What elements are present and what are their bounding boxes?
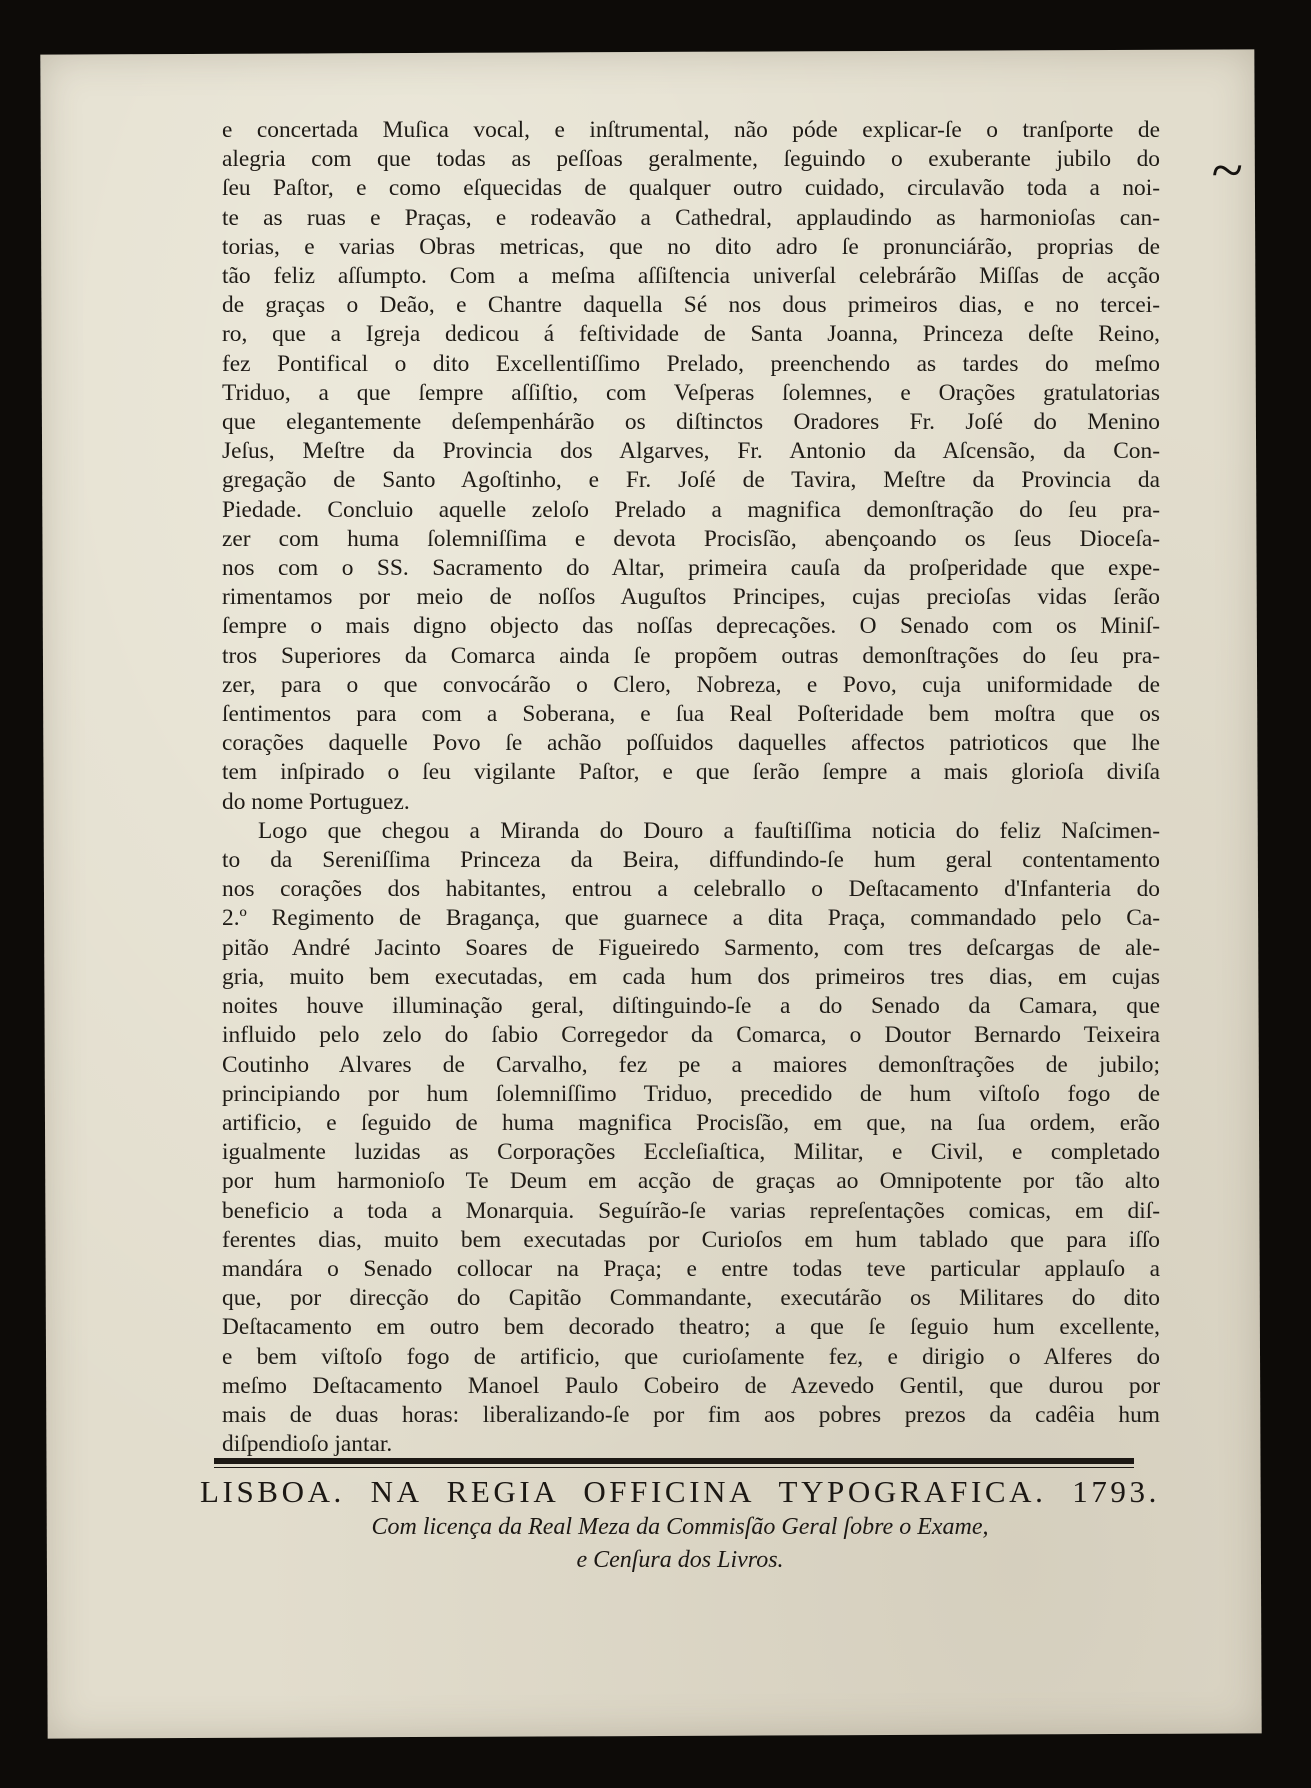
body-line: influido pelo zelo do ſabio Corregedor da Comarca, o Doutor Bernardo Teixeira — [222, 1022, 1160, 1049]
body-line: que elegantemente deſempenhárão os diſtinctos Oradores Fr. Joſé do Menino — [222, 409, 1160, 436]
body-line: noites houve illuminação geral, diſtinguindo-ſe a do Senado da Camara, que — [222, 993, 1160, 1020]
imprint — [200, 1474, 1160, 1576]
imprint-license-line: Com licença da Real Meza da Commisſão Geral ſobre o Exame, — [371, 1514, 989, 1540]
body-line: ſentimentos para com a Soberana, e ſua Real Poſteridade bem moſtra que os — [222, 701, 1160, 728]
body-line: principiando por hum ſolemniſſimo Triduo, precedido de hum viſtoſo fogo de — [222, 1080, 1160, 1107]
body-line: de graças o Deão, e Chantre daquella Sé nos dous primeiros dias, e no tercei- — [222, 292, 1160, 319]
body-line: Triduo, a que ſempre aſſiſtio, com Veſperas ſolemnes, e Orações gratulatorias — [222, 379, 1160, 406]
body-line: Coutinho Alvares de Carvalho, fez pe a maiores demonſtrações de jubilo; — [222, 1051, 1160, 1078]
body-line: gria, muito bem executadas, em cada hum dos primeiros tres dias, em cujas — [222, 963, 1160, 990]
body-line: artificio, e ſeguido de huma magnifica Procisſão, em que, na ſua ordem, erão — [222, 1109, 1160, 1136]
body-line: zer com huma ſolemniſſima e devota Procisſão, abençoando os ſeus Dioceſa- — [222, 525, 1160, 552]
body-line: ſempre o mais digno objecto das noſſas deprecações. O Senado com os Miniſ- — [222, 613, 1160, 640]
body-line: ferentes dias, muito bem executadas por Curioſos em hum tablado que para iſſo — [222, 1226, 1160, 1253]
body-line: que, por direcção do Capitão Commandante, executárão os Militares do dito — [222, 1285, 1160, 1312]
body-line: Jeſus, Meſtre da Provincia dos Algarves, Fr. Antonio da Aſcensão, da Con- — [222, 438, 1160, 465]
body-line: alegria com que todas as peſſoas geralmente, ſeguindo o exuberante jubilo do — [222, 146, 1160, 173]
body-line: pitão André Jacinto Soares de Figueiredo Sarmento, com tres deſcargas de ale- — [222, 934, 1160, 961]
body-line: 2.º Regimento de Bragança, que guarnece a dita Praça, commandado pelo Ca- — [222, 905, 1160, 932]
body-line: do nome Portuguez. — [222, 788, 410, 815]
body-line: te as ruas e Praças, e rodeavão a Cathedral, applaudindo as harmonioſas can- — [222, 204, 1160, 231]
body-line: nos com o SS. Sacramento do Altar, primeira cauſa da proſperidade que expe- — [222, 555, 1160, 582]
body-line: diſpendioſo jantar. — [222, 1431, 393, 1458]
imprint-title: LISBOA. NA REGIA OFFICINA TYPOGRAFICA. 1793. — [200, 1474, 1160, 1509]
body-line: zer, para o que convocárão o Clero, Nobreza, e Povo, cuja uniformidade de — [222, 671, 1160, 698]
body-line: corações daquelle Povo ſe achão poſſuidos daquelles affectos patrioticos que lhe — [222, 730, 1160, 757]
folio-mark: ~ — [1210, 137, 1243, 203]
body-line: ro, que a Igreja dedicou á feſtividade de Santa Joanna, Princeza deſte Reino, — [222, 321, 1160, 348]
body-line: mais de duas horas: liberalizando-ſe por fim aos pobres prezos da cadêia hum — [222, 1401, 1160, 1428]
body-line: mandára o Senado collocar na Praça; e entre todas teve particular applauſo a — [222, 1255, 1160, 1282]
body-line: gregação de Santo Agoſtinho, e Fr. Joſé de Tavira, Meſtre da Provincia da — [222, 467, 1160, 494]
body-line: igualmente luzidas as Corporações Eccleſiaſtica, Militar, e Civil, e completado — [222, 1139, 1160, 1166]
body-line: tem inſpirado o ſeu vigilante Paſtor, e que ſerão ſempre a mais glorioſa diviſa — [222, 759, 1160, 786]
body-line: beneficio a toda a Monarquia. Seguírão-ſe varias repreſentações comicas, em diſ- — [222, 1197, 1160, 1224]
body-line: e bem viſtoſo fogo de artificio, que curioſamente fez, e dirigio o Alferes do — [222, 1343, 1160, 1370]
imprint-license-line: e Cenſura dos Livros. — [576, 1547, 784, 1573]
body-line: Piedade. Concluio aquelle zeloſo Prelado a magnifica demonſtração do ſeu pra- — [222, 496, 1160, 523]
body-line: to da Sereniſſima Princeza da Beira, diffundindo-ſe hum geral contentamento — [222, 847, 1160, 874]
body-line: tros Superiores da Comarca ainda ſe propõem outras demonſtrações do ſeu pra- — [222, 642, 1160, 669]
body-line: ſeu Paſtor, e como eſquecidas de qualquer outro cuidado, circulavão toda a noi- — [222, 175, 1160, 202]
imprint-rule — [214, 1458, 1134, 1468]
body-line: meſmo Deſtacamento Manoel Paulo Cobeiro de Azevedo Gentil, que durou por — [222, 1372, 1160, 1399]
body-line: Logo que chegou a Miranda do Douro a fauſtiſſima noticia do feliz Naſcimen- — [258, 817, 1160, 844]
body-line: rimentamos por meio de noſſos Auguſtos Principes, cujas precioſas vidas ſerão — [222, 584, 1160, 611]
document-body — [222, 116, 1160, 1459]
body-line: e concertada Muſica vocal, e inſtrumental, não póde explicar-ſe o tranſporte de — [222, 117, 1160, 143]
body-line: Deſtacamento em outro bem decorado theatro; a que ſe ſeguio hum excellente, — [222, 1314, 1160, 1341]
body-line: tão feliz aſſumpto. Com a meſma aſſiſtencia univerſal celebrárão Miſſas de acção — [222, 263, 1160, 290]
body-line: nos corações dos habitantes, entrou a celebrallo o Deſtacamento d'Infanteria do — [222, 876, 1160, 903]
body-line: por hum harmonioſo Te Deum em acção de graças ao Omnipotente por tão alto — [222, 1168, 1160, 1195]
body-line: torias, e varias Obras metricas, que no dito adro ſe pronunciárão, proprias de — [222, 233, 1160, 260]
body-line: fez Pontifical o dito Excellentiſſimo Prelado, preenchendo as tardes do meſmo — [222, 350, 1160, 377]
